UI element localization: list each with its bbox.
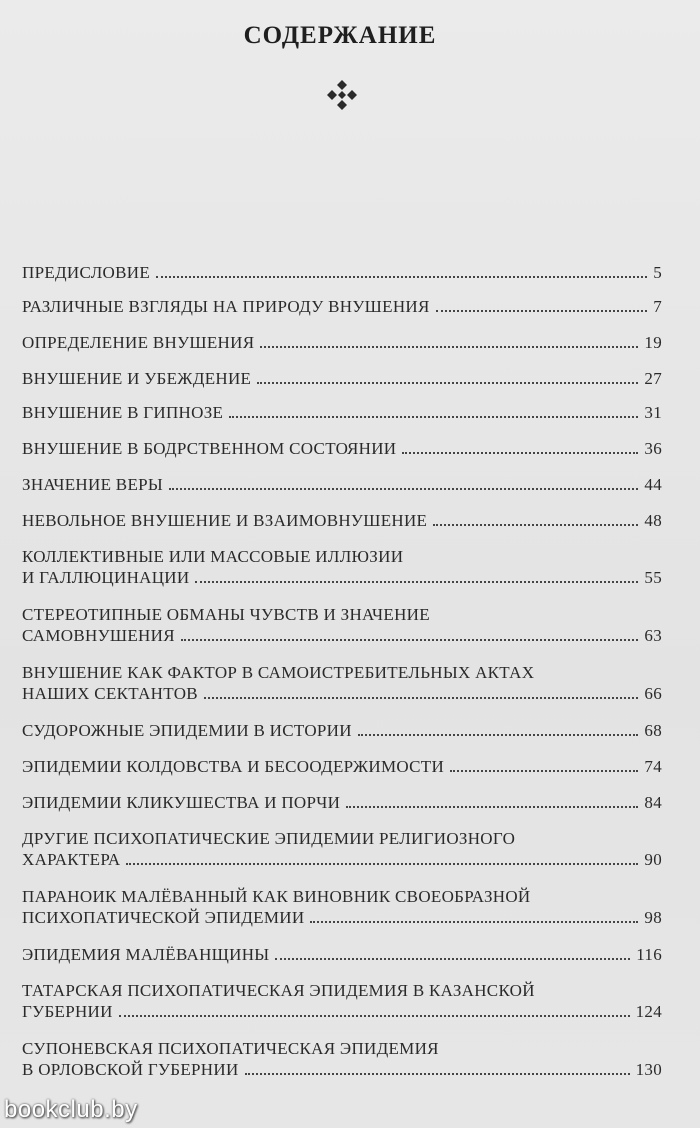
toc-page-number: 7	[653, 297, 662, 316]
toc-entry-title-line: ВНУШЕНИЕ КАК ФАКТОР В САМОИСТРЕБИТЕЛЬНЫХ АКТАХ	[22, 663, 535, 682]
toc-entry-title-line: НЕВОЛЬНОЕ ВНУШЕНИЕ И ВЗАИМОВНУШЕНИЕ	[22, 511, 428, 530]
toc-entry	[22, 944, 662, 965]
dot-leader	[402, 452, 638, 454]
dot-leader	[260, 346, 638, 348]
toc-entry	[22, 1038, 662, 1080]
toc-page-number: 31	[644, 403, 662, 422]
toc-entry-row	[22, 907, 662, 928]
toc-page-number: 55	[644, 568, 662, 587]
toc-page-number: 124	[635, 1002, 662, 1021]
toc-entry	[22, 886, 662, 928]
toc-entry	[22, 828, 662, 870]
toc-page-number: 5	[653, 263, 662, 282]
toc-entry-row	[22, 262, 662, 283]
toc-entry-title-line: ДРУГИЕ ПСИХОПАТИЧЕСКИЕ ЭПИДЕМИИ РЕЛИГИОЗНОГО	[22, 829, 516, 848]
dot-leader	[257, 382, 638, 384]
toc-entry	[22, 720, 662, 741]
toc-entry-title-line: СТЕРЕОТИПНЫЕ ОБМАНЫ ЧУВСТВ И ЗНАЧЕНИЕ	[22, 605, 430, 624]
toc-entry-title-line: ВНУШЕНИЕ И УБЕЖДЕНИЕ	[22, 369, 252, 388]
toc-entry-title-line: ОПРЕДЕЛЕНИЕ ВНУШЕНИЯ	[22, 333, 255, 352]
toc-entry-row	[22, 332, 662, 353]
dot-leader	[245, 1073, 630, 1075]
toc-entry	[22, 368, 662, 389]
dot-leader	[126, 863, 638, 865]
toc-entry-row	[22, 510, 662, 531]
toc-entry-row	[22, 944, 662, 965]
diamond-fleuron-icon	[325, 78, 359, 112]
toc-entry-title-line: ПРЕДИСЛОВИЕ	[22, 263, 151, 282]
toc-page-number: 116	[636, 945, 662, 964]
toc-entry-title-line: В ОРЛОВСКОЙ ГУБЕРНИИ	[22, 1060, 239, 1079]
toc-entry	[22, 756, 662, 777]
toc-page-number: 66	[644, 684, 662, 703]
toc-page-number: 74	[644, 757, 662, 776]
toc-entry	[22, 980, 662, 1022]
toc-entry-row	[22, 1001, 662, 1022]
toc-entry	[22, 662, 662, 704]
toc-entry-title-line: ВНУШЕНИЕ В БОДРСТВЕННОМ СОСТОЯНИИ	[22, 439, 397, 458]
toc-entry-title-line: СУДОРОЖНЫЕ ЭПИДЕМИИ В ИСТОРИИ	[22, 721, 352, 740]
toc-entry-title-line: РАЗЛИЧНЫЕ ВЗГЛЯДЫ НА ПРИРОДУ ВНУШЕНИЯ	[22, 297, 430, 316]
toc-entry-title-line: И ГАЛЛЮЦИНАЦИИ	[22, 568, 190, 587]
dot-leader	[310, 921, 638, 923]
toc-page-number: 27	[644, 369, 662, 388]
dot-leader	[169, 488, 638, 490]
toc-page-number: 36	[644, 439, 662, 458]
dot-leader	[181, 639, 639, 641]
toc-entry-row	[22, 474, 662, 495]
toc-page-number: 90	[644, 850, 662, 869]
toc-entry-title-line: ХАРАКТЕРА	[22, 850, 121, 869]
dot-leader	[358, 734, 639, 736]
toc-entry	[22, 438, 662, 459]
toc-page-number: 44	[644, 475, 662, 494]
toc-entry-title-line: КОЛЛЕКТИВНЫЕ ИЛИ МАССОВЫЕ ИЛЛЮЗИИ	[22, 547, 404, 566]
toc-entry-title-line: ВНУШЕНИЕ В ГИПНОЗЕ	[22, 403, 224, 422]
toc-page-number: 130	[635, 1060, 662, 1079]
toc-entry-title-line: ЭПИДЕМИЯ МАЛЁВАНЩИНЫ	[22, 945, 270, 964]
toc-entry-row	[22, 368, 662, 389]
toc-page-number: 84	[644, 793, 662, 812]
dot-leader	[156, 276, 647, 278]
toc-entry-row	[22, 296, 662, 317]
toc-entry-title-line: ПСИХОПАТИЧЕСКОЙ ЭПИДЕМИИ	[22, 908, 305, 927]
toc-entry	[22, 474, 662, 495]
toc-entry	[22, 402, 662, 423]
dot-leader	[433, 524, 638, 526]
page-title: СОДЕРЖАНИЕ	[243, 22, 437, 49]
toc-entry-row	[22, 402, 662, 423]
toc-page-number: 63	[644, 626, 662, 645]
toc-entry-title-line: ЗНАЧЕНИЕ ВЕРЫ	[22, 475, 164, 494]
toc-entry-title-line: ЭПИДЕМИИ КОЛДОВСТВА И БЕСООДЕРЖИМОСТИ	[22, 757, 445, 776]
toc-entry	[22, 792, 662, 813]
toc-page-number: 68	[644, 721, 662, 740]
toc-entry-row	[22, 792, 662, 813]
toc-entry	[22, 262, 662, 283]
toc-page-number: 98	[644, 908, 662, 927]
dot-leader	[119, 1015, 630, 1017]
watermark: bookclub.by	[4, 1096, 138, 1123]
toc-entry-title-line: ПАРАНОИК МАЛЁВАННЫЙ КАК ВИНОВНИК СВОЕОБРАЗНОЙ	[22, 887, 531, 906]
dot-leader	[229, 416, 638, 418]
toc-page-number: 48	[644, 511, 662, 530]
toc-page-number: 19	[644, 333, 662, 352]
toc-entry-title-line: СУПОНЕВСКАЯ ПСИХОПАТИЧЕСКАЯ ЭПИДЕМИЯ	[22, 1039, 439, 1058]
toc-entry-title-line: САМОВНУШЕНИЯ	[22, 626, 175, 645]
toc-entry-title-line: ЭПИДЕМИИ КЛИКУШЕСТВА И ПОРЧИ	[22, 793, 341, 812]
toc-entry-row	[22, 438, 662, 459]
dot-leader	[275, 958, 630, 960]
toc-entry-row	[22, 1059, 662, 1080]
dot-leader	[346, 806, 638, 808]
dot-leader	[195, 581, 638, 583]
toc-entry-row	[22, 683, 662, 704]
toc-entry	[22, 604, 662, 646]
dot-leader	[450, 770, 638, 772]
toc-entry-row	[22, 756, 662, 777]
toc-entry-row	[22, 625, 662, 646]
toc-entry-title-line: ГУБЕРНИИ	[22, 1002, 113, 1021]
toc-entry	[22, 546, 662, 588]
dot-leader	[204, 697, 638, 699]
toc-entry	[22, 510, 662, 531]
toc-entry-row	[22, 849, 662, 870]
toc-entry-row	[22, 720, 662, 741]
toc-entry-title-line: НАШИХ СЕКТАНТОВ	[22, 684, 198, 703]
toc-entry-row	[22, 567, 662, 588]
dot-leader	[436, 310, 648, 312]
toc-entry	[22, 296, 662, 317]
toc-entry-title-line: ТАТАРСКАЯ ПСИХОПАТИЧЕСКАЯ ЭПИДЕМИЯ В КАЗАНСКОЙ	[22, 981, 535, 1000]
toc-entry	[22, 332, 662, 353]
